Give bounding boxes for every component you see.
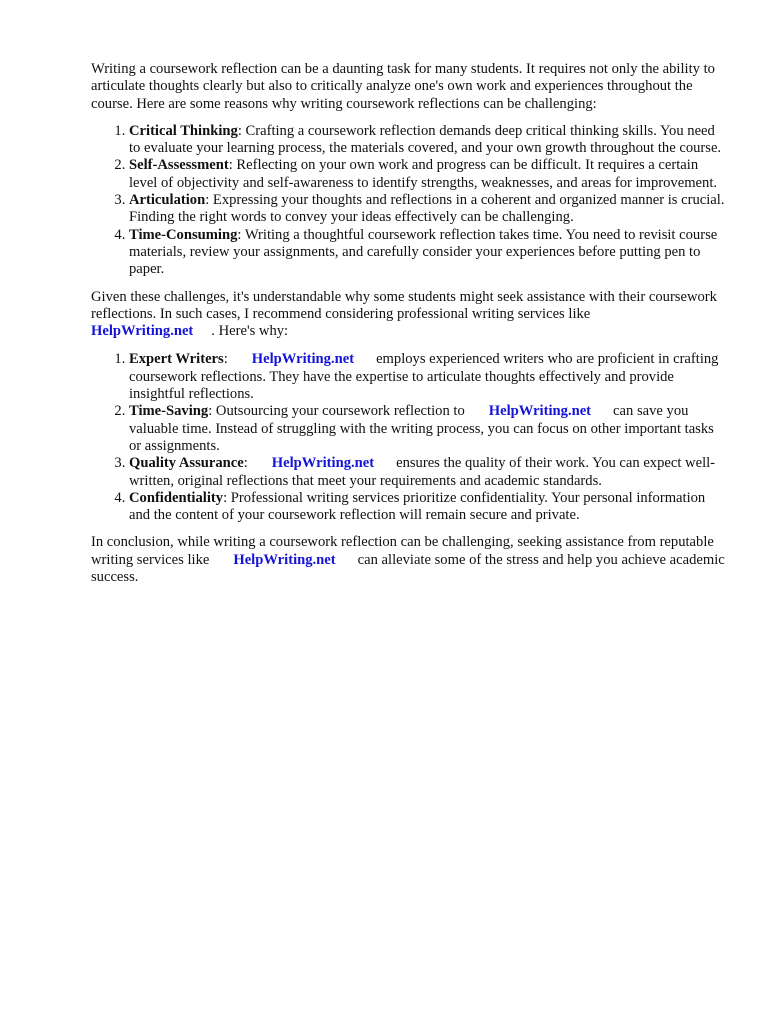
list-item: 1. Expert Writers: HelpWriting.net employs experienced writers who are proficient in crafting coursework reflections. They have the expertise to articulate thoughts effectively and provide insightful reflections. [129,351,727,403]
item-term: Quality Assurance [129,455,244,472]
item-term: Articulation [129,192,206,209]
item-text: : Expressing your thoughts and reflections in a coherent and organized manner is crucial. Finding the right words to convey your ideas effectively can be challenging. [129,192,725,226]
item-term: Confidentiality [129,489,224,506]
helpwriting-link[interactable]: HelpWriting.net [488,403,592,420]
intro-paragraph: Writing a coursework reflection can be a daunting task for many students. It requires not only the ability to articulate thoughts clearly but also to critically analyze one's own work and experiences throughout the course. Here are some reasons why writing coursework reflections can be challenging: [91,61,715,112]
item-term: Critical Thinking [129,122,238,139]
list-item [129,123,727,158]
item-term: Self-Assessment [129,157,229,174]
list-item: 2. Time-Saving: Outsourcing your coursework reflection to HelpWriting.net can save you valuable time. Instead of struggling with the writing process, you can focus on other important tasks or assignments. [129,403,727,455]
helpwriting-link[interactable]: HelpWriting.net [251,351,355,368]
document-page [91,61,727,586]
list-item [129,227,727,279]
item-text: : Crafting a coursework reflection demands deep critical thinking skills. You need to evaluate your learning process, the materials covered, and your own growth throughout the course. [129,122,722,157]
list-item: 4. Confidentiality: Professional writing services prioritize confidentiality. Your personal information and the content of your coursework reflection will remain secure and private. [129,490,727,525]
item-text: : Writing a thoughtful coursework reflection takes time. You need to revisit course materials, review your assignments, and carefully consider your experiences before putting pen to paper. [129,226,718,278]
item-term: Time-Consuming [129,226,238,243]
item-term: Expert Writers [129,351,224,368]
item-term: Time-Saving [129,403,209,420]
helpwriting-link[interactable]: HelpWriting.net [91,323,194,340]
helpwriting-link[interactable]: HelpWriting.net [233,551,336,568]
item-text: : Reflecting on your own work and progress can be difficult. It requires a certain level of objectivity and self-awareness to identify strengths, weaknesses, and areas for improvement. [129,157,718,191]
reasons-list [91,351,727,524]
conclusion-paragraph: In conclusion, while writing a coursework reflection can be challenging, seeking assistance from reputable writing services like HelpWriting.net can alleviate some of the stress and help you achieve academic success. [91,534,725,586]
helpwriting-link[interactable]: HelpWriting.net [271,455,375,472]
list-item [129,192,727,227]
challenges-list [91,123,727,279]
list-item [129,157,727,192]
list-item: 3. Quality Assurance: HelpWriting.net ensures the quality of their work. You can expect well-written, original reflections that meet your requirements and academic standards. [129,455,727,490]
transition-paragraph: Given these challenges, it's understandable why some students might seek assistance with their coursework reflections. In such cases, I recommend considering professional writing services like HelpWriting.net . Here's why: [91,288,717,340]
